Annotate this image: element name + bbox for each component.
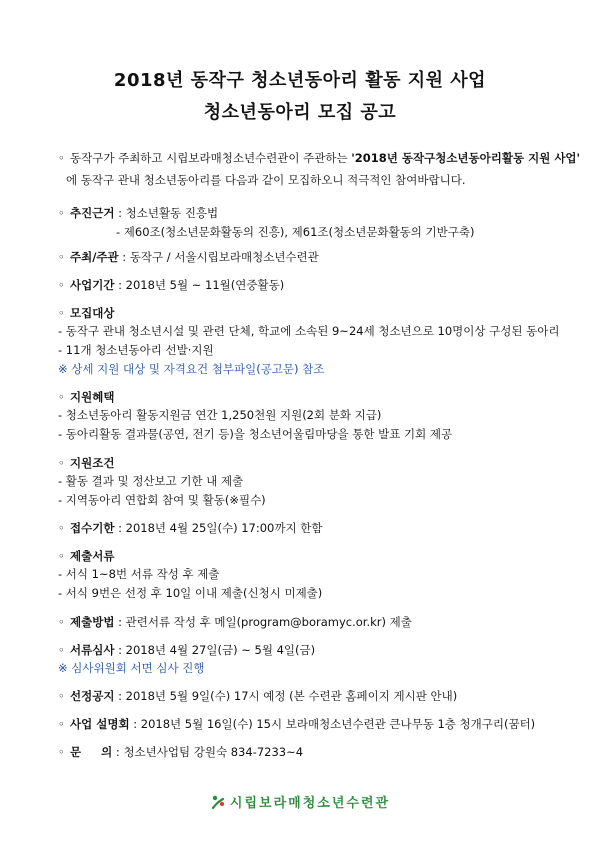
footer-org: 시립보라매청소년수련관: [0, 792, 600, 814]
review-note: ※ 심사위원회 서면 심사 진행: [58, 661, 205, 675]
target-line-1: - 동작구 관내 청소년시설 및 관련 단체, 학교에 소속된 9~24세 청소년으로 10명이상 구성된 동아리: [58, 324, 560, 338]
briefing-row: ◦ 사업 설명회 : 2018년 5월 16일(수) 15시 보라매청소년수련관 큰나무동 1층 청개구리(꿈터): [58, 717, 536, 731]
bullet: ◦: [58, 151, 65, 165]
deadline-row: ◦ 접수기한 : 2018년 4월 25일(수) 17:00까지 한함: [58, 521, 323, 535]
page-title: 2018년 동작구 청소년동아리 활동 지원 사업: [113, 70, 487, 91]
docs-line-2: - 서식 9번은 선정 후 10일 이내 제출(신청시 미제출): [58, 586, 323, 600]
announce-row: ◦ 선정공지 : 2018년 5월 9일(수) 17시 예정 (본 수련관 홈페이지 게시판 안내): [58, 689, 458, 703]
cond-heading: ◦ 지원조건: [58, 456, 115, 470]
intro-line-2: 에 동작구 관내 청소년동아리를 다음과 같이 모집하오니 적극적인 참여바랍니다.: [66, 173, 466, 187]
basis-sub: - 제60조(청소년문화활동의 진흥), 제61조(청소년문화활동의 기반구축): [116, 225, 475, 239]
method-row: ◦ 제출방법 : 관련서류 작성 후 메일(program@boramyc.or.kr) 제출: [58, 615, 412, 629]
review-row: ◦ 서류심사 : 2018년 4월 27일(금) ~ 5월 4일(금): [58, 643, 316, 657]
logo-icon: [210, 794, 226, 814]
host-row: ◦ 주최/주관 : 동작구 / 서울시립보라매청소년수련관: [58, 250, 319, 264]
page-subtitle: 청소년동아리 모집 공고: [203, 102, 397, 123]
cond-line-1: - 활동 결과 및 정산보고 기한 내 제출: [58, 474, 244, 488]
cond-line-2: - 지역동아리 연합회 참여 및 활동(※필수): [58, 493, 266, 507]
docs-heading: ◦ 제출서류: [58, 549, 115, 563]
benefit-heading: ◦ 지원혜택: [58, 390, 115, 404]
target-note: ※ 상세 지원 대상 및 자격요건 첨부파일(공고문) 참조: [58, 362, 325, 376]
basis-label: 추진근거: [70, 206, 115, 220]
contact-row: ◦ 문 의 : 청소년사업팀 강원숙 834-7233~4: [58, 745, 304, 759]
benefit-line-1: - 청소년동아리 활동지원금 연간 1,250천원 지원(2회 분화 지급): [58, 408, 382, 422]
period-row: ◦ 사업기간 : 2018년 5월 ~ 11월(연중활동): [58, 278, 285, 292]
target-line-2: - 11개 청소년동아리 선발·지원: [58, 343, 214, 357]
benefit-line-2: - 동아리활동 결과물(공연, 전기 등)을 청소년어울림마당을 통한 발표 기회 제공: [58, 427, 453, 441]
basis-row: ◦ 추진근거 : 청소년활동 진흥법: [58, 206, 219, 220]
intro-line-1: ◦ 동작구가 주최하고 시립보라매청소년수련관이 주관하는 '2018년 동작구청소년동아리활동 지원 사업': [58, 151, 581, 165]
docs-line-1: - 서식 1~8번 서류 작성 후 제출: [58, 567, 220, 581]
target-heading: ◦ 모집대상: [58, 306, 115, 320]
